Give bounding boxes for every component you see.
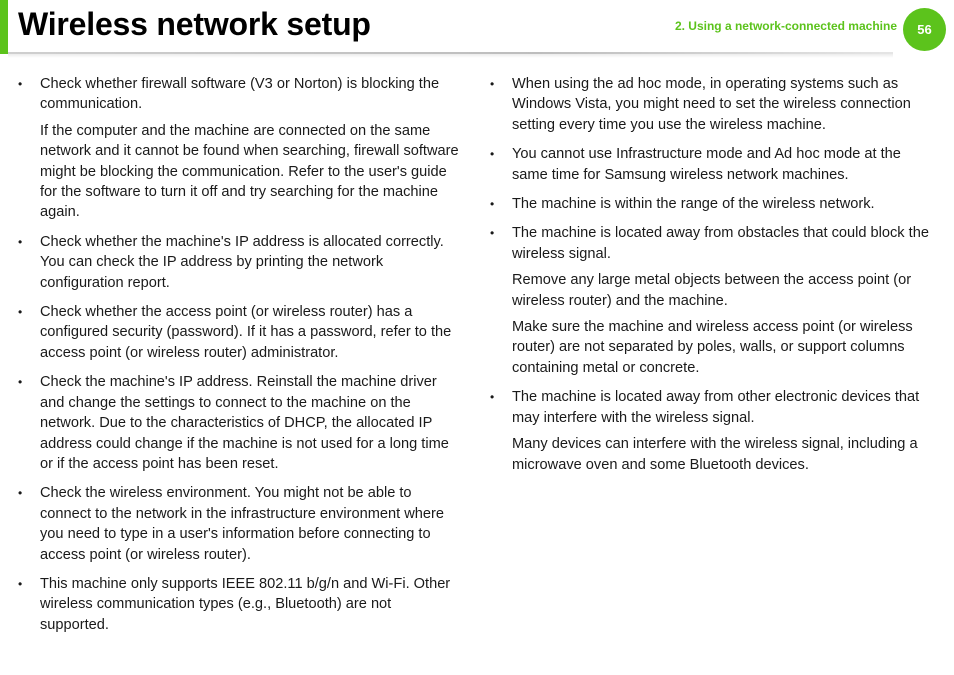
bullet-item xyxy=(18,483,464,565)
section-link[interactable]: 2. Using a network-connected machine xyxy=(674,19,897,33)
bullet-text: When using the ad hoc mode, in operating systems such as Windows Vista, you might need to set the wireless connection setting every time you use the wireless machine. xyxy=(512,76,911,133)
left-bullet-list xyxy=(18,74,464,635)
bullet-point-icon: • xyxy=(490,197,495,212)
bullet-point-icon: • xyxy=(18,486,23,501)
bullet-point-icon: • xyxy=(18,375,23,390)
bullet-item xyxy=(18,232,464,293)
bullet-sub-paragraph: Remove any large metal objects between the access point (or wireless router) and the machine. xyxy=(512,272,912,309)
bullet-sub-paragraph: If the computer and the machine are connected on the same network and it cannot be found when searching, firewall software might be blocking the communication. Refer to the user's guide for the software to turn it off and try searching for the machine again. xyxy=(40,122,459,221)
bullet-item xyxy=(490,74,936,135)
right-bullet-list xyxy=(490,74,936,475)
bullet-text: This machine only supports IEEE 802.11 b/g/n and Wi-Fi. Other wireless communication types (e.g., Bluetooth) are not supported. xyxy=(40,575,451,633)
right-column xyxy=(490,74,936,484)
bullet-point-icon: • xyxy=(18,77,23,91)
bullet-item xyxy=(490,223,936,378)
bullet-point-icon: • xyxy=(18,576,23,591)
bullet-point-icon: • xyxy=(490,390,495,405)
bullet-text: You cannot use Infrastructure mode and Ad hoc mode at the same time for Samsung wireless network machines. xyxy=(512,146,901,183)
bullet-text: The machine is located away from obstacles that could block the wireless signal. xyxy=(512,225,929,262)
bullet-item xyxy=(18,302,464,363)
header-divider-shadow xyxy=(8,54,893,58)
bullet-sub-paragraph: Make sure the machine and wireless access point (or wireless router) are not separated by poles, walls, or support columns containing metal or concrete. xyxy=(512,319,913,376)
bullet-item xyxy=(490,144,936,185)
bullet-text: Check the wireless environment. You might not be able to connect to the network in the infrastructure environment where you need to type in a user's information before connecting to access point (or wireless router). xyxy=(40,485,444,563)
page-number-badge: 56 xyxy=(903,8,946,51)
bullet-point-icon: • xyxy=(490,77,495,91)
header-accent-bar xyxy=(0,0,8,54)
bullet-text: Check whether the machine's IP address is allocated correctly. You can check the IP address by printing the network configuration report. xyxy=(40,233,444,291)
bullet-item xyxy=(18,74,464,223)
bullet-item xyxy=(490,387,936,475)
bullet-text: Check the machine's IP address. Reinstall the machine driver and change the settings to connect to the machine on the network. Due to the characteristics of DHCP, the allocated IP address could change if the machine is not used for a long time or if the access point has been reset. xyxy=(40,374,449,472)
bullet-item xyxy=(18,372,464,474)
bullet-text: Check whether firewall software (V3 or Norton) is blocking the communication. xyxy=(40,76,440,113)
bullet-point-icon: • xyxy=(490,147,495,162)
bullet-text: Check whether the access point (or wireless router) has a configured security (password). If it has a password, refer to the access point (or wireless router) administrator. xyxy=(40,304,452,361)
bullet-point-icon: • xyxy=(18,305,23,320)
bullet-item xyxy=(490,194,936,214)
bullet-text: The machine is within the range of the wireless network. xyxy=(512,196,875,213)
bullet-point-icon: • xyxy=(18,234,23,249)
bullet-sub-paragraph: Many devices can interfere with the wireless signal, including a microwave oven and some Bluetooth devices. xyxy=(512,436,918,473)
bullet-text: The machine is located away from other electronic devices that may interfere with the wireless signal. xyxy=(512,389,920,426)
page-title: Wireless network setup xyxy=(18,6,371,42)
left-column xyxy=(18,74,464,644)
bullet-point-icon: • xyxy=(490,226,495,241)
bullet-item xyxy=(18,574,464,635)
